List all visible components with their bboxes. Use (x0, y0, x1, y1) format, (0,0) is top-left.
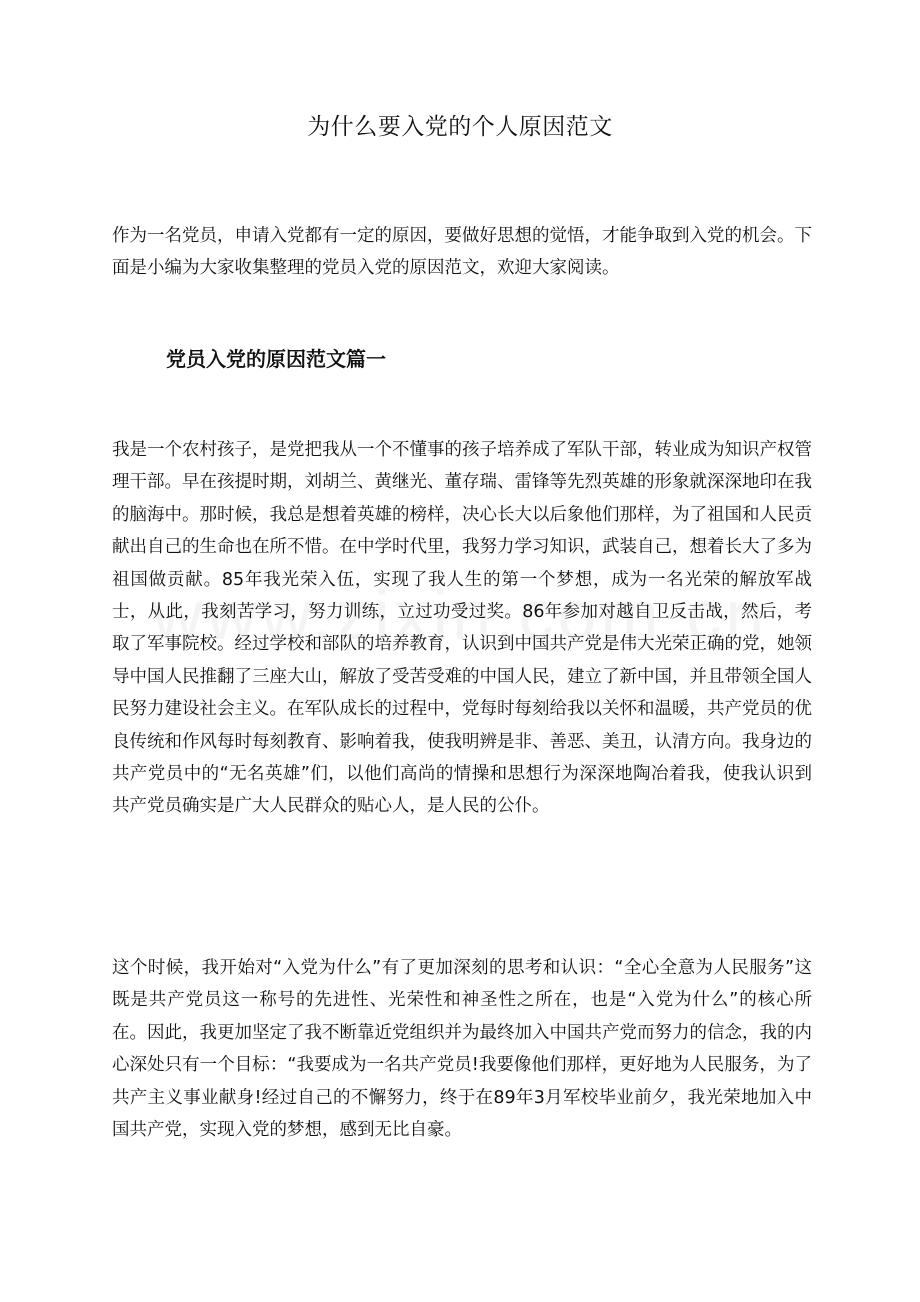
intro-paragraph: 作为一名党员，申请入党都有一定的原因，要做好思想的觉悟，才能争取到入党的机会。下面是小编为大家收集整理的党员入党的原因范文，欢迎大家阅读。 (112, 226, 812, 279)
document-title: 为什么要入党的个人原因范文 (307, 114, 613, 140)
body-paragraph-1: 我是一个农村孩子，是党把我从一个不懂事的孩子培养成了军队干部，转业成为知识产权管理干部。早在孩提时期，刘胡兰、黄继光、董存瑞、雷锋等先烈英雄的形象就深深地印在我的脑海中。那时候，我总是想着英雄的榜样，决心长大以后象他们那样，为了祖国和人民贡献出自己的生命也在所不惜。在中学时代里，我努力学习知识，武装自己，想着长大了多为祖国做贡献。85年我光荣入伍，实现了我人生的第一个梦想，成为一名光荣的解放军战士，从此，我刻苦学习，努力训练，立过功受过奖。86年参加对越自卫反击战，然后，考取了军事院校。经过学校和部队的培养教育，认识到中国共产党是伟大光荣正确的党，她领导中国人民推翻了三座大山，解放了受苦受难的中国人民，建立了新中国，并且带领全国人民努力建设社会主义。在军队成长的过程中，党每时每刻给我以关怀和温暖，共产党员的优良传统和作风每时每刻教育、影响着我，使我明辨是非、善恶、美丑，认清方向。我身边的共产党员中的“无名英雄”们，以他们高尚的情操和思想行为深深地陶冶着我，使我认识到共产党员确实是广大人民群众的贴心人，是人民的公仆。 (112, 440, 812, 817)
section-heading: 党员入党的原因范文篇一 (166, 347, 386, 371)
body-paragraph-2: 这个时候，我开始对“入党为什么”有了更加深刻的思考和认识：“全心全意为人民服务”这既是共产党员这一称号的先进性、光荣性和神圣性之所在，也是“入党为什么”的核心所在。因此，我更加坚定了我不断靠近党组织并为最终加入中国共产党而努力的信念，我的内心深处只有一个目标：“我要成为一名共产党员!我要像他们那样，更好地为人民服务，为了共产主义事业献身!经过自己的不懈努力，终于在89年3月军校毕业前夕，我光荣地加入中国共产党，实现入党的梦想，感到无比自豪。 (112, 958, 812, 1141)
